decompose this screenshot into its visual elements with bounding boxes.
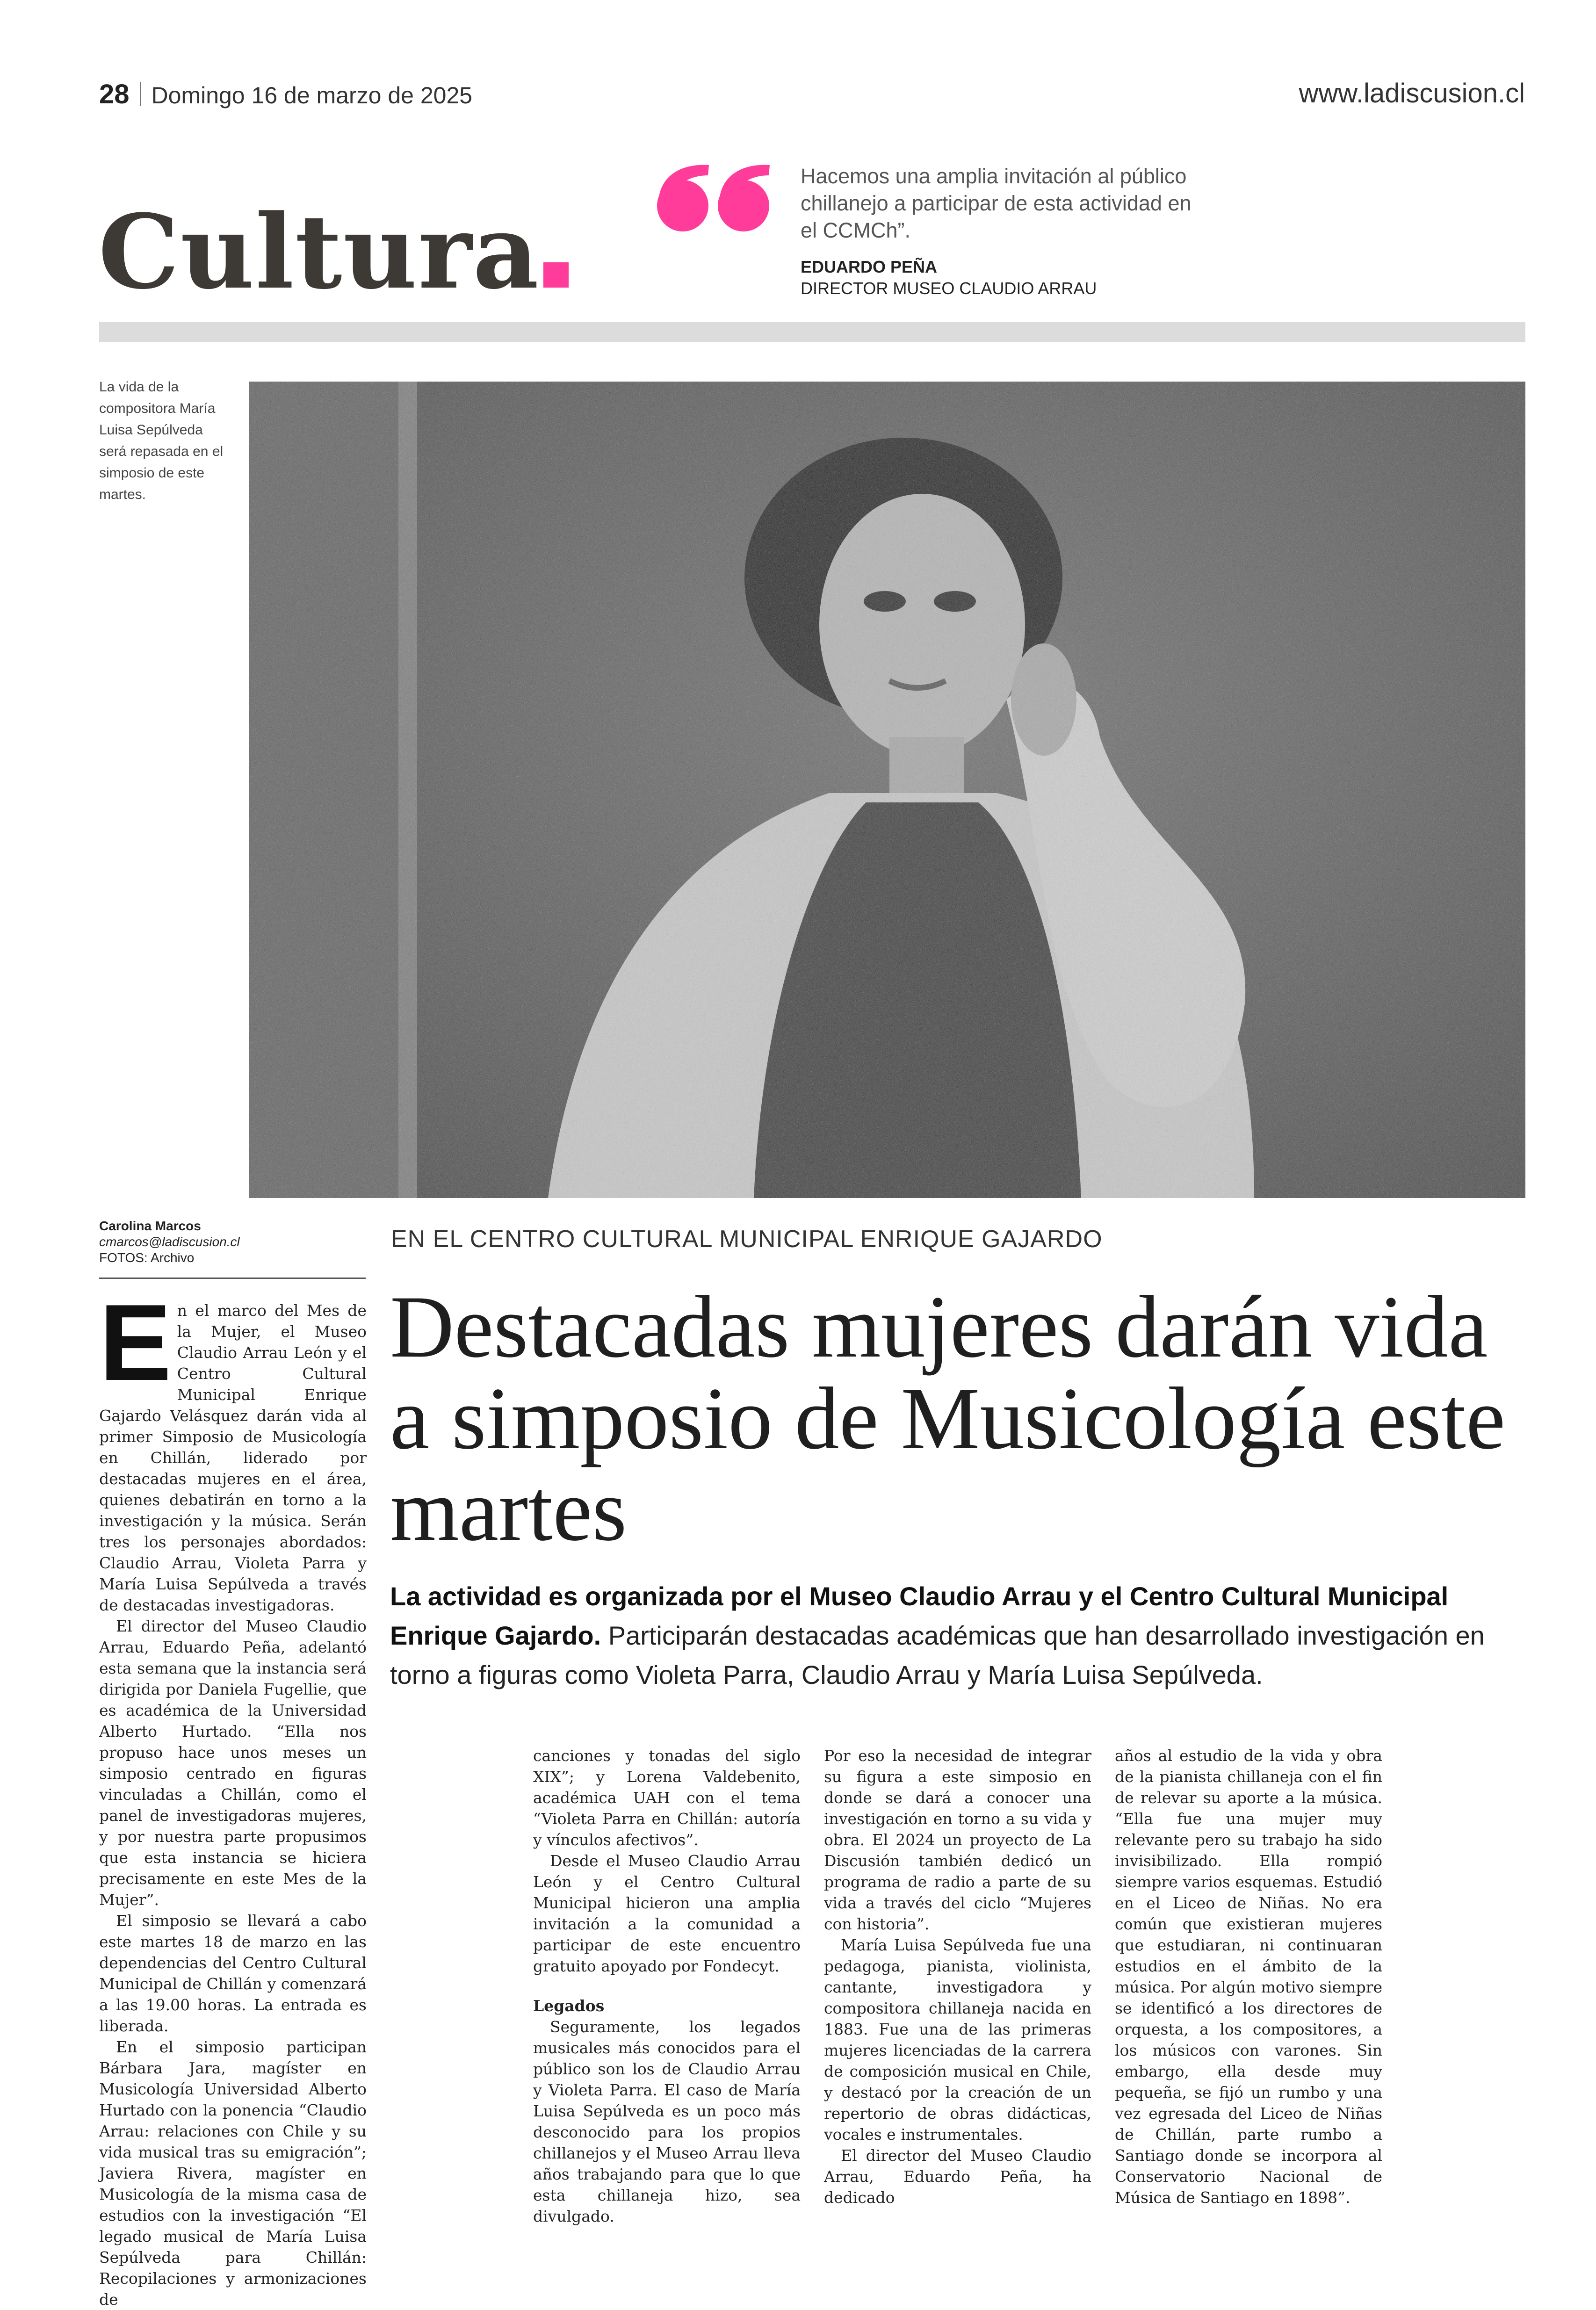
pull-quote-role: DIRECTOR MUSEO CLAUDIO ARRAU [801,279,1097,298]
article-dek [390,1577,1503,1695]
body-column-3 [824,1745,1091,2208]
body-paragraph: Por eso la necesidad de integrar su figura a este simposio en donde se dará a conocer una investigación en torno a su vida y obra. El 2024 un proyecto de La Discusión también dedicó un programa de radio a parte de su vida a través del ciclo “Mujeres con historia”. [824,1747,1091,1933]
drop-cap: E [99,1282,172,1403]
author-email[interactable]: cmarcos@ladiscusion.cl [99,1234,240,1249]
section-accent-dot [543,262,569,288]
author-name: Carolina Marcos [99,1219,201,1233]
body-column-4 [1115,1745,1382,2208]
body-paragraph: canciones y tonadas del siglo XIX”; y Lorena Valdebenito, académica UAH con el tema “Violeta Parra en Chillán: autoría y vínculos afectivos”. [533,1747,801,1849]
photo-credit: FOTOS: Archivo [99,1250,195,1265]
header-divider-bar [99,322,1525,342]
body-paragraph: María Luisa Sepúlveda fue una pedagoga, pianista, violinista, cantante, investigadora y compositora chillaneja nacida en 1883. Fue una de las primeras mujeres licenciadas de la carrera de composición musical en Chile, y destacó por la creación de un repertorio de obras didácticas, vocales e instrumentales. [824,1936,1091,2144]
body-paragraph: Desde el Museo Claudio Arrau León y el Centro Cultural Municipal hicieron una amplia invitación a la comunidad a participar de este encuentro gratuito apoyado por Fondecyt. [533,1852,801,1975]
body-paragraph: El director del Museo Claudio Arrau, Eduardo Peña, adelantó esta semana que la instancia será dirigida por Daniela Fugellie, que es académica de la Universidad Alberto Hurtado. “Ella nos propuso hace unos meses un simposio centrado en figuras vinculadas a Chillán, como el panel de investigadoras mujeres, y por nuestra parte propusimos que esta instancia se hiciera precisamente en este Mes de la Mujer”. [99,1617,367,1909]
body-paragraph: Seguramente, los legados musicales más conocidos para el público son los de Claudio Arrau y Violeta Parra. El caso de María Luisa Sepúlveda es un poco más desconocido para los propios chillanejos y el Museo Arrau lleva años trabajando para que lo que esta chillaneja hizo, sea divulgado. [533,2018,801,2225]
issue-date: Domingo 16 de marzo de 2025 [151,82,473,108]
page-folio [99,79,472,110]
byline-divider [99,1278,366,1279]
section-label: Cultura [98,192,540,312]
body-paragraph: años al estudio de la vida y obra de la pianista chillaneja con el fin de relevar su aporte a la música. “Ella fue una mujer muy relevante pero su trabajo ha sido invisibilizado. Ella rompió siempre varios esquemas. Estudió en el Liceo de Niñas. No era común que existieran mujeres que estudiaran, ni continuaran estudios en el ámbito de la música. Por algún motivo siempre se identificó a los directores de orquesta, a los compositores, a los músicos con varones. Sin embargo, ella desde muy pequeña, se fijó un rumbo y una vez egresada del Liceo de Niñas de Chillán, parte rumbo a Santiago donde se incorpora al Conservatorio Nacional de Música de Santiago en 1898”. [1115,1747,1382,2207]
website-link[interactable]: www.ladiscusion.cl [1299,78,1525,108]
body-column-1 [99,1282,367,2310]
pull-quote-author: EDUARDO PEÑA [801,257,938,276]
byline [99,1218,366,1266]
section-subhead: Legados [533,1997,605,2015]
body-paragraph: En el simposio participan Bárbara Jara, magíster en Musicología Universidad Alberto Hurtado con la ponencia “Claudio Arrau: relaciones con Chile y su vida musical tras su emigración”; Javiera Rivera, magíster en Musicología de la misma casa de estudios con la investigación “El legado musical de María Luisa Sepúlveda para Chillán: Recopilaciones y armonizaciones de [99,2038,367,2309]
portrait-illustration [249,382,1525,1198]
body-paragraph: El director del Museo Claudio Arrau, Eduardo Peña, ha dedicado [824,2146,1091,2207]
article-kicker: EN EL CENTRO CULTURAL MUNICIPAL ENRIQUE GAJARDO [391,1226,1103,1253]
quote-marks-icon [654,161,775,231]
dek-body: Participarán destacadas académicas que han desarrollado investigación en torno a figuras como Violeta Parra, Claudio Arrau y María Luisa Sepúlveda. [390,1621,1485,1689]
photo-caption: La vida de la compositora María Luisa Sepúlveda será repasada en el simposio de este martes. [99,379,224,502]
page-number: 28 [99,79,130,109]
body-paragraph: n el marco del Mes de la Mujer, el Museo Claudio Arrau León y el Centro Cultural Municipal Enrique Gajardo Velásquez darán vida al primer Simposio de Musicología en Chillán, liderado por destacadas mujeres en el área, quienes debatirán en torno a la investigación y la música. Serán tres los personajes abordados: Claudio Arrau, Violeta Parra y María Luisa Sepúlveda a través de destacadas investigadoras. [99,1301,367,1614]
body-column-2 [533,1745,801,2227]
dek-lead: La actividad es organizada por el Museo Claudio Arrau y el Centro Cultural Municipal Enrique Gajardo. [390,1581,1449,1650]
folio-divider [140,82,141,106]
pull-quote-text: Hacemos una amplia invitación al público chillanejo a participar de esta actividad en el CCMCh”. [801,164,1192,242]
body-paragraph: El simposio se llevará a cabo este martes 18 de marzo en las dependencias del Centro Cultural Municipal de Chillán y comenzará a las 19.00 horas. La entrada es liberada. [99,1912,367,2035]
article-headline: Destacadas mujeres darán vida a simposio de Musicología este martes [390,1278,1506,1559]
section-title [98,192,569,312]
archival-portrait-photo [249,382,1525,1198]
